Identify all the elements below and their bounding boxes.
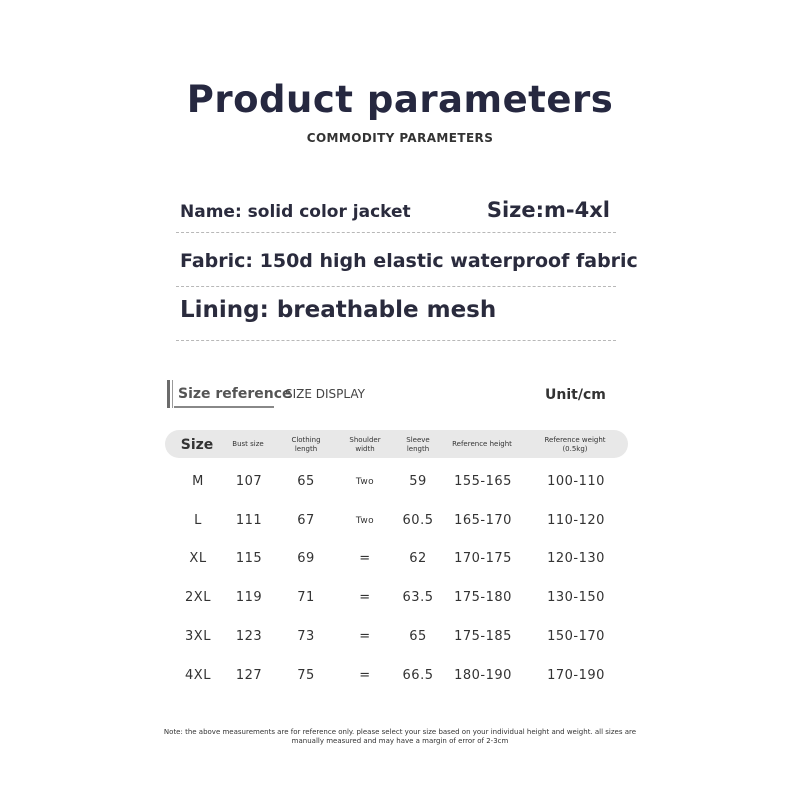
cell-sleeve-length: 62 (409, 551, 427, 567)
header-clothing-line1: Clothing (291, 436, 321, 444)
param-size: Size:m-4xl (486, 198, 610, 222)
cell-reference-height: 175-185 (454, 628, 512, 644)
footnote-line1: Note: the above measurements are for reference only. please select your size based on your individual height and weight. all sizes are (163, 728, 637, 736)
header-clothing-line2: length (294, 445, 318, 453)
unit-label: Unit/cm (545, 387, 606, 403)
cell-bust: 111 (235, 512, 263, 528)
cell-reference-height: 175-180 (454, 590, 512, 606)
header-sleeve-line2: length (406, 445, 430, 453)
cell-clothing-length: 67 (297, 512, 315, 528)
header-clothing-length (291, 436, 320, 454)
cell-size: 2XL (185, 590, 211, 606)
cell-sleeve-length: 63.5 (402, 590, 434, 606)
cell-reference-height: 165-170 (454, 512, 512, 528)
header-size: Size (180, 437, 214, 453)
section-marker-inner (172, 380, 173, 408)
cell-reference-weight: 170-190 (547, 667, 605, 683)
cell-clothing-length: 73 (297, 628, 315, 644)
cell-size: L (194, 512, 202, 528)
header-reference-weight (544, 436, 605, 454)
header-sleeve-length (406, 436, 429, 454)
cell-sleeve-length: 66.5 (402, 667, 434, 683)
cell-bust: 119 (235, 590, 263, 606)
cell-shoulder-width: Two (355, 515, 375, 526)
cell-sleeve-length: 65 (409, 628, 427, 644)
page-subtitle: COMMODITY PARAMETERS (306, 131, 494, 145)
cell-clothing-length: 75 (297, 667, 315, 683)
size-reference-label: Size reference (178, 386, 292, 402)
header-shoulder-line2: width (355, 445, 375, 453)
divider (176, 232, 616, 233)
cell-clothing-length: 65 (297, 474, 315, 489)
page-title: Product parameters (186, 78, 614, 121)
header-reference-height: Reference height (452, 440, 512, 448)
size-display-label: SIZE DISPLAY (285, 387, 365, 401)
cell-size: 4XL (185, 667, 211, 683)
header-bust: Bust size (232, 440, 264, 448)
cell-clothing-length: 71 (297, 590, 315, 606)
cell-shoulder-width: = (359, 667, 371, 683)
cell-clothing-length: 69 (297, 551, 315, 567)
cell-bust: 115 (235, 551, 263, 567)
cell-shoulder-width: = (359, 551, 371, 567)
cell-reference-weight: 120-130 (547, 551, 605, 567)
cell-bust: 123 (235, 628, 263, 644)
header-weight-line2: (0.5kg) (562, 445, 588, 453)
cell-sleeve-length: 59 (409, 474, 427, 489)
size-reference-underline (174, 406, 274, 408)
cell-reference-weight: 130-150 (547, 590, 605, 606)
param-lining: Lining: breathable mesh (180, 297, 497, 323)
header-shoulder-line1: Shoulder (349, 436, 381, 444)
cell-size: 3XL (185, 628, 211, 644)
param-name: Name: solid color jacket (180, 202, 411, 222)
header-sleeve-line1: Sleeve (406, 436, 430, 444)
footnote-line2: manually measured and may have a margin of error of 2-3cm (291, 737, 509, 745)
cell-shoulder-width: = (359, 590, 371, 606)
divider (176, 340, 616, 341)
footnote (160, 728, 640, 746)
cell-reference-height: 170-175 (454, 551, 512, 567)
cell-size: M (192, 474, 204, 489)
section-marker (167, 380, 170, 408)
cell-shoulder-width: = (359, 628, 371, 644)
cell-reference-weight: 110-120 (547, 512, 605, 528)
cell-reference-height: 155-165 (454, 474, 512, 489)
cell-bust: 107 (235, 474, 263, 489)
cell-bust: 127 (235, 667, 263, 683)
cell-sleeve-length: 60.5 (402, 512, 434, 528)
cell-shoulder-width: Two (355, 477, 375, 487)
divider (176, 286, 616, 287)
header-weight-line1: Reference weight (544, 436, 606, 444)
cell-reference-height: 180-190 (454, 667, 512, 683)
header-shoulder-width (349, 436, 380, 454)
cell-reference-weight: 150-170 (547, 628, 605, 644)
cell-size: XL (189, 551, 207, 567)
cell-reference-weight: 100-110 (547, 474, 605, 489)
param-fabric: Fabric: 150d high elastic waterproof fabric (180, 250, 638, 272)
